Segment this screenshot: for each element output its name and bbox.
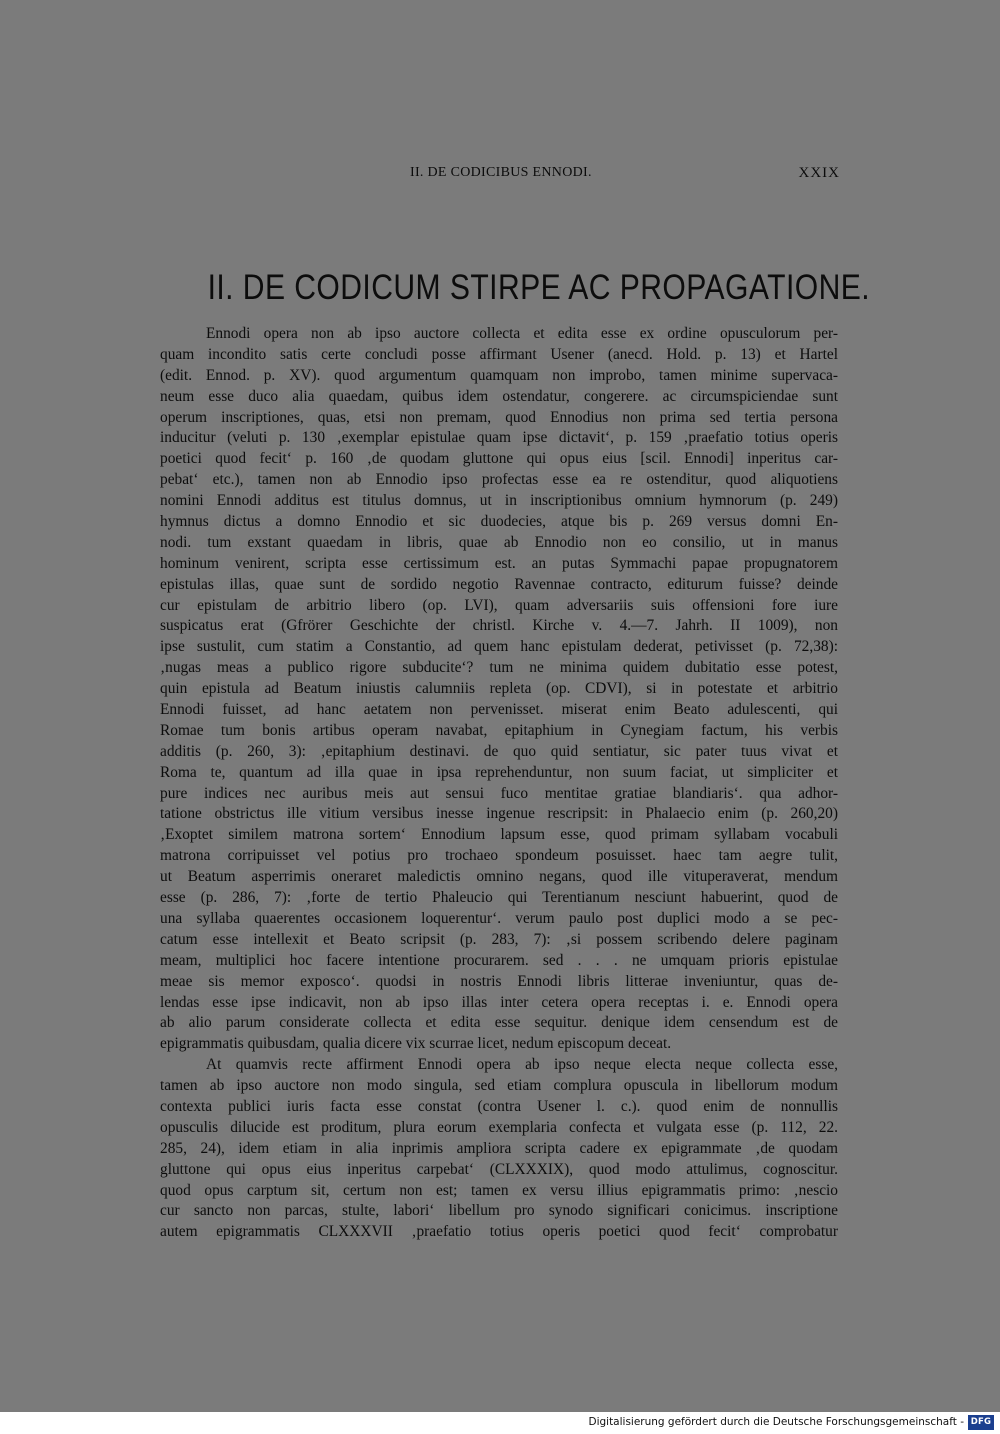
text-line: esse (p. 286, 7): ‚forte de tertio Phaleucio qui Terentianum nesciunt habuerint, quod de <box>160 889 838 907</box>
text-line: lendas esse ipse indicavit, non ab ipso illas inter cetera opera receptas i. e. Ennodi opera <box>160 993 838 1011</box>
text-line: cur sancto non parcas, stulte, labori‘ libellum pro synodo significari conicimus. inscriptione <box>160 1202 838 1220</box>
text-line: inducitur (veluti p. 130 ‚exemplar epistulae quam ipse dictavit‘, p. 159 ‚praefatio totius operis <box>160 429 838 447</box>
text-line: nomini Ennodi additus est titulus domnus, ut in inscriptionibus omnium hymnorum (p. 249) <box>160 492 838 510</box>
funding-credit: Digitalisierung gefördert durch die Deutsche Forschungsgemeinschaft - <box>588 1416 964 1428</box>
text-line: autem epigrammatis CLXXXVII ‚praefatio totius operis poetici quod fecit‘ comprobatur <box>160 1223 838 1241</box>
text-line: Roma te, quantum ad illa quae in ipsa reprehenduntur, non suum faciat, ut simpliciter et <box>160 763 838 781</box>
text-line: tatione obstrictus ille vitium versibus inesse ingenue rescripsit: in Phalaecio enim (p. 260,20) <box>160 805 838 823</box>
text-line: tamen ab ipso auctore non modo singula, sed etiam complura opuscula in libellorum modum <box>160 1077 838 1095</box>
text-line: catum esse intellexit et Beato scripsit (p. 283, 7): ‚si possem scribendo delere paginam <box>160 930 838 948</box>
text-line: quam incondito satis certe concludi posse affirmant Usener (anecd. Hold. p. 13) et Hartel <box>160 345 838 363</box>
running-head-title: II. DE CODICIBUS ENNODI. <box>410 165 592 180</box>
paragraph-2 <box>160 1055 838 1243</box>
text-line: Romae tum bonis artibus operam navabat, epitaphium in Cynegiam factum, his verbis <box>160 721 838 739</box>
text-line: epistulas illas, quae sunt de sordido negotio Ravennae contracto, editurum fuisse? deinde <box>160 575 838 593</box>
text-line: Ennodi opera non ab ipso auctore collecta et edita esse ex ordine opusculorum per- <box>206 325 838 342</box>
running-head <box>160 165 840 189</box>
digitization-footer <box>0 1412 1000 1434</box>
page-number: XXIX <box>798 165 840 181</box>
text-line: ut Beatum asperrimis oneraret maledictis omnino negans, quod ille vituperaverat, mendum <box>160 868 838 886</box>
text-line: At quamvis recte affirment Ennodi opera ab ipso neque electa neque collecta esse, <box>206 1056 838 1074</box>
text-line: pebat‘ etc.), tamen non ab Ennodio ipso profectas esse ea re ostenditur, quod aliquotiens <box>160 471 838 489</box>
text-line: gluttone qui opus eius inperitus carpebat‘ (CLXXXIX), quod modo attulimus, cognoscitur. <box>160 1160 838 1178</box>
text-line: hymnus dictus a domno Ennodio et sic duodecies, atque bis p. 269 versus domni En- <box>160 513 838 531</box>
text-line: poetici quod fecit‘ p. 160 ‚de quodam gluttone qui opus eius [scil. Ennodi] inperitus car- <box>160 450 838 468</box>
text-line: matrona corripuisset vel potius pro trochaeo spondeum posuisset. haec tam aegre tulit, <box>160 847 838 865</box>
text-line: nodi. tum exstant quaedam in libris, quae ab Ennodio non eo consilio, ut in manus <box>160 533 838 551</box>
paragraph-1 <box>160 324 838 1055</box>
text-line: pure indices nec auribus meis aut sensui fuco mentitae gratiae blandiaris‘. qua adhor- <box>160 784 838 802</box>
text-line: additis (p. 260, 3): ‚epitaphium destinavi. de quo quid sentiatur, sic pater tuus vivat et <box>160 742 838 760</box>
text-line: opusculis dilucide est proditum, plura eorum exemplaria confecta et vulgata esse (p. 112, 22. <box>160 1118 838 1136</box>
chapter-title: II. DE CODICUM STIRPE AC PROPAGATIONE. <box>207 268 871 307</box>
text-line: contexta publici iuris facta esse constat (contra Usener l. c.). quod enim de nonnullis <box>160 1097 838 1115</box>
text-line: operum inscriptiones, quas, etsi non premam, quod Ennodius non prima sed tertia persona <box>160 408 838 426</box>
text-line: (edit. Ennod. p. XV). quod argumentum quamquam non improbo, tamen minime supervaca- <box>160 366 838 384</box>
dfg-logo: DFG <box>968 1415 994 1430</box>
text-line: suspicatus erat (Gfrörer Geschichte der christl. Kirche v. 4.—7. Jahrh. II 1009), non <box>160 617 838 635</box>
text-line: neum esse duco alia quaedam, quibus idem ostendatur, congerere. ac circumspiciendae sunt <box>160 387 838 405</box>
text-line: cur epistulam de arbitrio libero (op. LVI), quam adversariis suis offensioni fore iure <box>160 596 838 614</box>
text-line: ‚Exoptet similem matrona sortem‘ Ennodium lapsum esse, quod primam syllabam vocabuli <box>160 826 838 844</box>
text-line: una syllaba quaerentes occasionem loquerentur‘. verum paulo post duplici modo a se pec- <box>160 909 838 927</box>
text-line: quin epistula ad Beatum iniustis calumniis repleta (op. CDVI), si in potestate et arbitrio <box>160 680 838 698</box>
text-line: Ennodi fuisset, ad hanc aetatem non pervenisset. miserat enim Beato adulescenti, qui <box>160 701 838 719</box>
text-line: ipse sustulit, cum statim a Constantio, ad quem hanc epistulam dederat, petivisset (p. 72,38): <box>160 638 838 656</box>
text-line: meam, multiplici hoc facere intentione procurarem. sed . . . ne umquam prioris epistulae <box>160 951 838 969</box>
text-line: ab alio parum considerate collecta et edita esse sequitur. denique idem censendum est de <box>160 1014 838 1032</box>
text-line: hominum venirent, scripta esse certissimum est. an putas Symmachi papae propugnatorem <box>160 554 838 572</box>
text-line: epigrammatis quibusdam, qualia dicere vix scurrae licet, nedum episcopum deceat. <box>160 1035 672 1053</box>
text-line: meae sis memor exposco‘. quodsi in nostris Ennodi libris litterae inveniuntur, quas de- <box>160 972 838 990</box>
text-line: 285, 24), idem etiam in alia inprimis ampliora scripta cadere ex epigrammate ‚de quodam <box>160 1139 838 1157</box>
text-line: ‚nugas meas a publico rigore subducite‘? tum ne minima quidem dubitatio esse potest, <box>160 659 838 677</box>
text-line: quod opus carptum sit, certum non est; tamen ex versu illius epigrammatis primo: ‚nescio <box>160 1181 838 1199</box>
body-text <box>160 324 838 1243</box>
